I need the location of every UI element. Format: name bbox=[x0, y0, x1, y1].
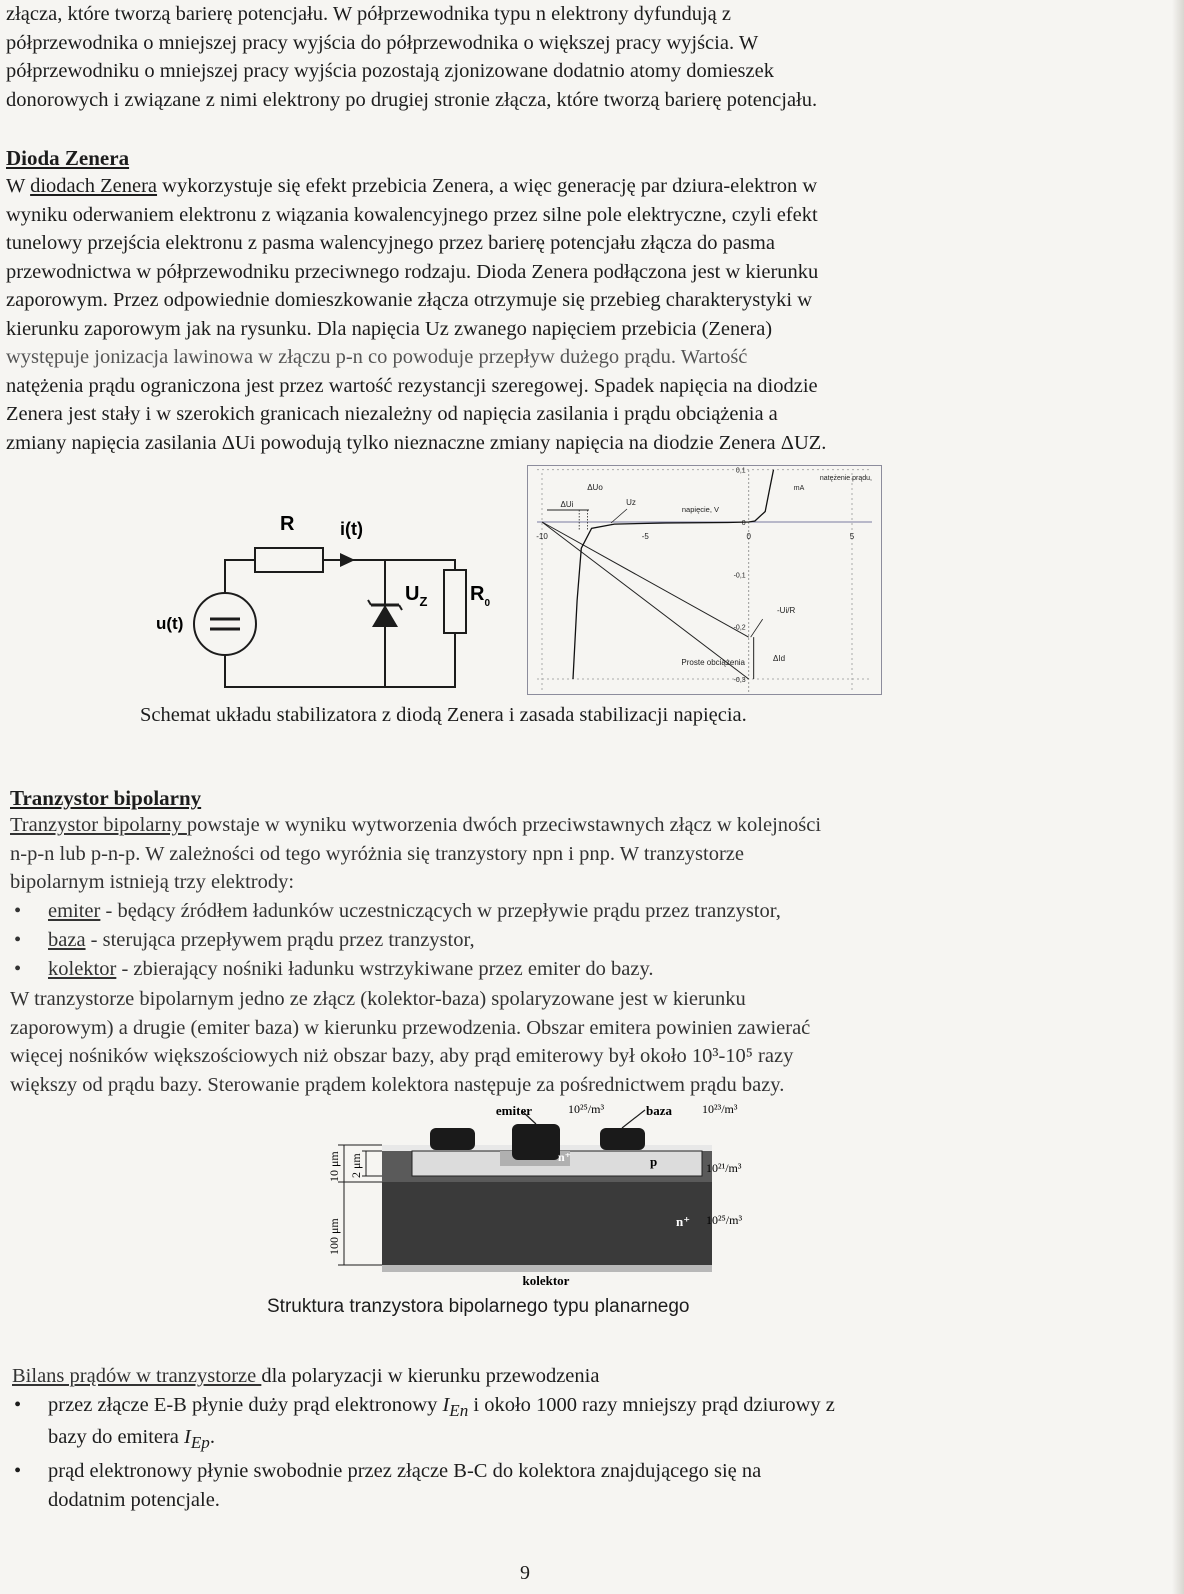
x-tick-label: 0 bbox=[746, 532, 751, 541]
list-item: • kolektor - zbierający nośniki ładunku wstrzykiwane przez emiter do bazy. bbox=[14, 958, 654, 980]
bjt-link[interactable]: Tranzystor bipolarny bbox=[10, 814, 187, 836]
emitter-label: emiter bbox=[495, 1103, 532, 1118]
dimension-label: 10 μm bbox=[327, 1151, 341, 1182]
emitter-contact bbox=[512, 1124, 560, 1160]
term-kolektor[interactable]: kolektor bbox=[48, 958, 117, 980]
doping-label: 10²³/m³ bbox=[702, 1102, 738, 1116]
collector-label: kolektor bbox=[522, 1273, 570, 1288]
text-fragment: dla polaryzacji w kierunku przewodzenia bbox=[261, 1365, 600, 1387]
transistor-structure-diagram bbox=[300, 1102, 780, 1290]
text-fragment: wykorzystuje się efekt przebicia Zenera, a więc generację par dziura-elektron w bbox=[157, 175, 818, 197]
dimension-label: 2 μm bbox=[349, 1153, 363, 1178]
load-resistor-label: $R_0$ bbox=[470, 583, 491, 609]
x-axis-label: napięcie, V bbox=[681, 505, 719, 514]
load-line bbox=[542, 522, 749, 679]
text-line: donorowych i związane z nimi elektrony po drugiej stronie złącza, które tworzą barierę potencjału. bbox=[6, 88, 818, 111]
base-contact-left bbox=[430, 1128, 475, 1150]
text-fragment: W bbox=[6, 175, 31, 197]
zener-voltage-label: $U_Z$ bbox=[405, 583, 428, 609]
list-item-text: dodatnim potencjale. bbox=[48, 1489, 220, 1512]
region-label: n⁺ bbox=[558, 1150, 572, 1164]
current-label: i(t) bbox=[340, 519, 363, 539]
list-item-text: - zbierający nośniki ładunku wstrzykiwane przez emiter do bazy. bbox=[116, 958, 654, 980]
zener-link[interactable]: diodach Zenera bbox=[30, 175, 158, 197]
uz-label: Uz bbox=[626, 498, 636, 507]
text-line: półprzewodniku o mniejszej pracy wyjścia pozostają zjonizowane dodatnio atomy domieszek bbox=[6, 60, 774, 82]
list-item-text: przez złącze E-B płynie duży prąd elektronowy $I_{En}$ i około 1000 razy mniejszy prąd dziurowy z bbox=[48, 1394, 835, 1421]
term-baza[interactable]: baza bbox=[48, 929, 86, 951]
y-tick-label: -0,1 bbox=[733, 572, 746, 580]
text-line: większy od prądu bazy. Sterowanie prądem kolektora następuje za pośrednictwem prądu bazy. bbox=[10, 1073, 785, 1096]
y-tick-label: -0,2 bbox=[733, 624, 746, 632]
figure-caption-structure: Struktura tranzystora bipolarnego typu planarnego bbox=[267, 1296, 690, 1317]
text-line bbox=[10, 811, 821, 840]
list-item: • prąd elektronowy płynie swobodnie przez złącze B-C do kolektora znajdującego się na bbox=[14, 1460, 762, 1483]
bjt-paragraph bbox=[10, 811, 821, 897]
y-tick-label: 0,1 bbox=[735, 467, 746, 475]
text-line: występuje jonizacja lawinowa w złączu p-n co powoduje przepływ dużego prądu. Wartość bbox=[6, 346, 748, 368]
text-line: bipolarnym istnieją trzy elektrody: bbox=[10, 871, 295, 893]
text-line: n-p-n lub p-n-p. W zależności od tego wyróżnia się tranzystory npn i pnp. W tranzystorze bbox=[10, 842, 745, 865]
bjt-paragraph-2 bbox=[10, 985, 810, 1099]
text-line: natężenia prądu ograniczona jest przez wartość rezystancji szeregowej. Spadek napięcia na diodzie bbox=[6, 374, 818, 397]
text-line: zmiany napięcia zasilania ΔUi powodują tylko nieznaczne zmiany napięcia na diodzie Zenera ΔUZ. bbox=[6, 431, 827, 454]
load-intercept-pointer bbox=[751, 619, 763, 637]
section-heading-zener: Dioda Zenera bbox=[6, 146, 130, 170]
text-line: zaporowym) a drugie (emiter baza) w kierunku przewodzenia. Obszar emitera powinien zawierać bbox=[10, 1016, 811, 1039]
y-tick-label: -0,3 bbox=[733, 677, 746, 684]
doping-label: 10²⁵/m³ bbox=[706, 1213, 743, 1227]
resistor-label: R bbox=[280, 513, 295, 535]
list-item-continuation bbox=[10, 1486, 835, 1515]
zener-circuit-diagram bbox=[150, 505, 520, 705]
text-line bbox=[6, 172, 826, 201]
bilans-link[interactable]: Bilans prądów w tranzystorze bbox=[12, 1365, 262, 1387]
region-label: n⁺ bbox=[676, 1214, 691, 1229]
load-lines-label: Proste obciążenia bbox=[681, 658, 745, 667]
bilans-heading bbox=[12, 1362, 599, 1391]
base-label: baza bbox=[646, 1103, 672, 1118]
text-line: kierunku zaporowym jak na rysunku. Dla napięcia Uz zwanego napięciem przebicia (Zenera) bbox=[6, 317, 773, 340]
delta-ui-label: ΔUi bbox=[560, 500, 574, 509]
list-item-text: bazy do emitera $I_{Ep}$. bbox=[48, 1426, 215, 1453]
text-line: W tranzystorze bipolarnym jedno ze złącz (kolektor-baza) spolaryzowane jest w kierunku bbox=[10, 988, 746, 1010]
delta-uo-label: ΔUo bbox=[587, 483, 603, 492]
text-line: półprzewodnika o mniejszej pracy wyjścia do półprzewodnika o większej pracy wyjścia. W bbox=[6, 31, 759, 54]
delta-id-label: ΔId bbox=[773, 654, 786, 663]
figure-caption-zener: Schemat układu stabilizatora z diodą Zenera i zasada stabilizacji napięcia. bbox=[140, 704, 747, 726]
text-fragment: powstaje w wyniku wytworzenia dwóch przeciwstawnych złącz w kolejności bbox=[186, 814, 822, 836]
zener-characteristic-chart bbox=[527, 465, 882, 700]
list-item-text: - będący źródłem ładunków uczestniczących w przepływie prądu przez tranzystor, bbox=[100, 900, 781, 922]
doping-label: 10²⁵/m³ bbox=[568, 1102, 605, 1116]
text-line: przewodnictwa w półprzewodniku przeciwnego rodzaju. Dioda Zenera podłączona jest w kierunku bbox=[6, 260, 819, 283]
collector-contact bbox=[382, 1265, 712, 1272]
load-intercept-label: -Ui/R bbox=[777, 606, 796, 615]
intro-paragraph bbox=[6, 0, 817, 114]
region-label: p bbox=[650, 1154, 658, 1169]
term-emiter[interactable]: emiter bbox=[48, 900, 101, 922]
base-contact-right bbox=[600, 1128, 645, 1150]
text-line: wyniku oderwaniem elektronu z wiązania kowalencyjnego przez silne pole elektryczne, czyli efekt bbox=[6, 203, 818, 226]
text-line: Zenera jest stały i w szerokich granicach niezależny od napięcia zasilania i prądu obciążenia a bbox=[6, 403, 778, 425]
uz-pointer bbox=[611, 509, 627, 523]
y-axis-label: mA bbox=[793, 485, 805, 492]
y-axis-label: natężenie prądu, bbox=[819, 475, 872, 482]
list-item-text: prąd elektronowy płynie swobodnie przez złącze B-C do kolektora znajdującego się na bbox=[48, 1460, 762, 1483]
list-item: • przez złącze E-B płynie duży prąd elektronowy $I_{En}$ i około 1000 razy mniejszy prąd dziurowy z bbox=[14, 1394, 835, 1421]
scan-edge-shadow bbox=[1172, 0, 1184, 1594]
zener-paragraph bbox=[6, 172, 826, 457]
source-label: u(t) bbox=[156, 614, 184, 633]
list-item-continuation bbox=[10, 1423, 835, 1457]
chart-plot-area bbox=[536, 468, 872, 693]
list-item-text: - sterująca przepływem prądu przez tranzystor, bbox=[85, 929, 475, 951]
x-tick-label: -5 bbox=[641, 532, 649, 541]
y-tick-label: 0 bbox=[741, 520, 746, 527]
x-tick-label: -10 bbox=[536, 532, 548, 541]
page-number: 9 bbox=[520, 1562, 530, 1584]
text-line: tunelowy przejścia elektronu z pasma walencyjnego przez barierę potencjału złącza do pasma bbox=[6, 232, 775, 254]
text-line: zaporowym. Przez odpowiednie domieszkowanie złącza otrzymuje się przebieg charakterystyki w bbox=[6, 289, 813, 311]
x-tick-label: 5 bbox=[849, 532, 855, 541]
section-heading-bjt: Tranzystor bipolarny bbox=[10, 786, 202, 810]
dimension-label: 100 μm bbox=[327, 1218, 341, 1255]
doping-label: 10²¹/m³ bbox=[706, 1161, 742, 1175]
bilans-list bbox=[10, 1391, 835, 1515]
list-item: • emiter - będący źródłem ładunków uczestniczących w przepływie prądu przez tranzystor, bbox=[14, 900, 781, 922]
text-line bbox=[12, 1362, 599, 1391]
electrode-list bbox=[10, 897, 781, 984]
text-line: złącza, które tworzą barierę potencjału. W półprzewodnika typu n elektrony dyfundują z bbox=[6, 3, 731, 25]
list-item: • baza - sterująca przepływem prądu przez tranzystor, bbox=[14, 929, 475, 951]
text-line: więcej nośników większościowych niż obszar bazy, aby prąd emiterowy był około 10³-10⁵ razy bbox=[10, 1045, 794, 1067]
